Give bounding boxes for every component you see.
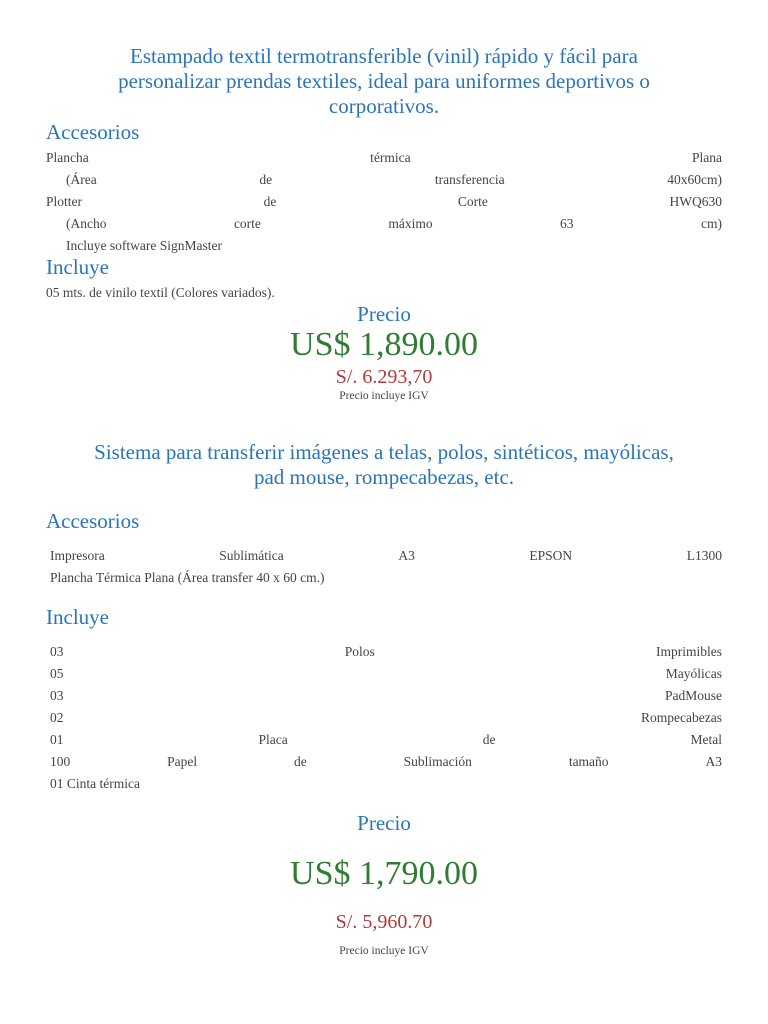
text-word: Papel — [167, 754, 198, 769]
product2-accesorio-line — [50, 567, 325, 589]
product1-title-line: personalizar prendas textiles, ideal para uniformes deportivos o — [118, 69, 650, 93]
text-word: Rompecabezas — [641, 710, 722, 725]
product1-accesorios-heading: Accesorios — [46, 120, 140, 144]
product2-accesorios-heading: Accesorios — [46, 509, 140, 533]
text-word: de — [294, 754, 307, 769]
product2-incluye-heading: Incluye — [46, 605, 109, 629]
text-word: Sublimación — [403, 754, 472, 769]
text-word: A3 — [398, 548, 415, 563]
product1-title-line: Estampado textil termotransferible (vinil) rápido y fácil para — [130, 44, 638, 68]
product2-incluye-line — [50, 641, 722, 663]
product2-incluye-line — [50, 751, 722, 773]
product1-accesorio-line — [46, 191, 722, 213]
text-word: 03 — [50, 644, 64, 659]
product2-title-line: Sistema para transferir imágenes a telas, polos, sintéticos, mayólicas, — [94, 440, 674, 464]
product2-title — [40, 440, 728, 490]
product2-igv-note: Precio incluye IGV — [339, 945, 429, 957]
text-word: Impresora — [50, 548, 105, 563]
text-word: corte — [233, 216, 261, 231]
product1-igv-note: Precio incluye IGV — [339, 390, 429, 402]
product1-precio-label: Precio — [357, 302, 411, 326]
text-word: térmica — [370, 150, 411, 165]
text-word: Metal — [690, 732, 722, 747]
text-word: de — [263, 194, 277, 209]
text-word: Plotter — [46, 194, 82, 209]
text-word: A3 — [705, 754, 722, 769]
product1-accesorio-line — [66, 169, 722, 191]
text-word: 03 — [50, 688, 64, 703]
text-word: 40x60cm) — [667, 172, 722, 187]
text-word: 01 Cinta térmica — [50, 776, 140, 791]
text-word: Sublimática — [219, 548, 284, 563]
product2-incluye-line — [50, 773, 140, 795]
text-word: Placa — [258, 732, 288, 747]
product1-price-usd: US$ 1,890.00 — [290, 326, 478, 363]
product2-incluye-line — [50, 729, 722, 751]
product1-incluye-heading: Incluye — [46, 255, 109, 279]
product1-accesorio-line — [66, 235, 222, 257]
product2-title-line: pad mouse, rompecabezas, etc. — [253, 465, 515, 489]
text-word: PadMouse — [665, 688, 722, 703]
text-word: Corte — [457, 194, 488, 209]
product1-accesorio-line — [46, 147, 722, 169]
product2-precio-label: Precio — [357, 811, 411, 835]
text-word: EPSON — [529, 548, 573, 563]
text-word: HWQ630 — [669, 194, 722, 209]
text-word: de — [482, 732, 496, 747]
product1-title-line: corporativos. — [328, 94, 440, 118]
product2-accesorio-line — [50, 545, 722, 567]
text-word: transferencia — [434, 172, 505, 187]
text-word: Plana — [691, 150, 722, 165]
product2-price-pen: S/. 5,960.70 — [335, 911, 433, 933]
product1-price-pen: S/. 6.293,70 — [335, 366, 433, 388]
text-word: tamaño — [568, 754, 609, 769]
text-word: 100 — [50, 754, 71, 769]
product1-title — [40, 44, 728, 119]
text-word: de — [259, 172, 273, 187]
text-word: (Ancho — [66, 216, 107, 231]
text-word: (Área — [66, 172, 97, 187]
text-word: L1300 — [686, 548, 722, 563]
text-word: máximo — [388, 216, 433, 231]
text-word: 01 — [50, 732, 64, 747]
text-word: Polos — [344, 644, 375, 659]
text-word: Plancha Térmica Plana (Área transfer 40 x 60 cm.) — [50, 570, 325, 585]
text-word: 02 — [50, 710, 64, 725]
text-word: 05 — [50, 666, 64, 681]
text-word: Plancha — [46, 150, 89, 165]
text-word: 63 — [560, 216, 574, 231]
product1-incluye-line: 05 mts. de vinilo textil (Colores variados). — [46, 285, 275, 300]
product2-incluye-line — [50, 663, 722, 685]
product2-incluye-line — [50, 707, 722, 729]
product1-accesorio-line — [66, 213, 722, 235]
product2-price-usd: US$ 1,790.00 — [290, 855, 478, 892]
product2-incluye-line — [50, 685, 722, 707]
text-word: Incluye software SignMaster — [66, 238, 222, 253]
text-word: Imprimibles — [655, 644, 722, 659]
text-word: Mayólicas — [665, 666, 722, 681]
text-word: cm) — [700, 216, 722, 231]
